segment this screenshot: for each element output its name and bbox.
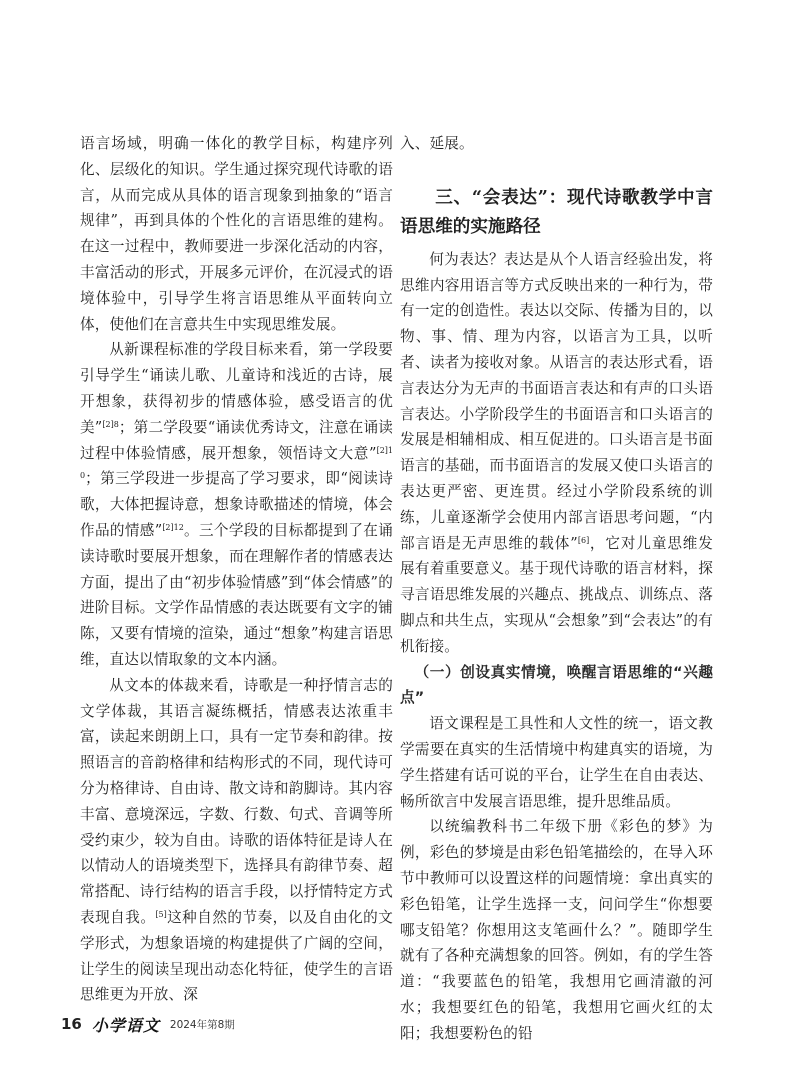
paragraph-text: 这种自然的节奏，以及自由化的文学形式，为想象语境的构建提供了广阔的空间，让学生的阅读呈现出动态化特征，使学生的言语思维更为开放、深 <box>80 908 393 1004</box>
paragraph-continuation: 入、延展。 <box>400 135 474 152</box>
spacer <box>400 157 713 183</box>
paragraph-text: 何为表达？表达是从个人语言经验出发，将思维内容用语言等方式反映出来的一种行为，带有一定的创造性。表达以交际、传播为目的，以物、事、情、理为内容，以语言为工具，以听者、读者为接收对象。从语言的表达形式看，语言表达分为无声的书面语言表达和有声的口头语言表达。小学阶段学生的书面语言和口头语言的发展是相辅相成、相互促进的。口头语言是书面语言的基础，而书面语言的发展又使口头语言的表达更严密、更连贯。经过小学阶段系统的训练，儿童逐渐学会使用内部言语思考问题，“内部言语是无声思维的载体” <box>400 250 713 552</box>
journal-name: 小学语文 <box>91 1015 160 1035</box>
citation: [5] <box>155 910 167 920</box>
citation: [2]8 <box>102 419 119 429</box>
paragraph-text: ；第三学段进一步提高了学习要求，即“阅读诗歌，大体把握诗意，想象诗歌描述的情境，体会作品的情感” <box>80 470 393 539</box>
paragraph: 语言场域，明确一体化的教学目标，构建序列化、层级化的知识。学生通过探究现代诗歌的语言，从而完成从具体的语言现象到抽象的“语言规律”，再到具体的个性化的言语思维的建构。在这一过程中，教师要进一步深化活动的内容，丰富活动的形式，开展多元评价，在沉浸式的语境体验中，引导学生将言语思维从平面转向立体，使他们在言意共生中实现思维发展。 <box>80 135 393 333</box>
page-footer <box>61 1012 235 1036</box>
citation: [2]10 <box>80 445 393 481</box>
paragraph: 语文课程是工具性和人文性的统一，语文教学需要在真实的生活情境中构建真实的语境，为学生搭建有话可说的平台，让学生在自由表达、畅所欲言中发展言语思维，提升思维品质。 <box>400 715 713 810</box>
paragraph-text: 。三个学段的目标都提到了在诵读诗歌时要展开想象，而在理解作者的情感表达方面，提出了由“初步体验情感”到“体会情感”的进阶目标。文学作品情感的表达既要有文字的铺陈，又要有情境的渲染，通过“想象”构建言语思维，直达以情取象的文本内涵。 <box>80 521 393 668</box>
paragraph-text: 从文本的体裁来看，诗歌是一种抒情言志的文学体裁，其语言凝练概括，情感表达浓重丰富，读起来朗朗上口，具有一定节奏和韵律。按照语言的音韵格律和结构形式的不同，现代诗可分为格律诗、自由诗、散文诗和韵脚诗。其内容丰富、意境深远，字数、行数、句式、音调等所受约束少，较为自由。诗歌的语体特征是诗人在以情动人的语境类型下，选择具有韵律节奏、超常搭配、诗行结构的语言手段，以抒情特定方式表现自我。 <box>80 676 393 926</box>
paragraph-text: ，它对儿童思维发展有着重要意义。基于现代诗歌的语言材料，探寻言语思维发展的兴趣点、挑战点、训练点、落脚点和共生点，实现从“会想象”到“会表达”的有机衔接。 <box>400 534 714 655</box>
citation: [6] <box>577 535 590 545</box>
subsection-heading: （一）创设真实情境，唤醒言语思维的“兴趣点” <box>400 663 713 707</box>
paragraph <box>80 337 393 672</box>
left-column <box>80 131 393 1008</box>
page-number: 16 <box>61 1015 82 1033</box>
paragraph <box>400 247 713 660</box>
citation: [2]12 <box>162 523 184 533</box>
section-heading: 三、“会表达”：现代诗歌教学中言语思维的实施路径 <box>400 186 713 237</box>
issue-label: 2024年第8期 <box>169 1018 235 1031</box>
right-column <box>400 131 713 1047</box>
paragraph <box>80 673 393 1008</box>
paragraph-text: ；第二学段要“诵读优秀诗文，注意在诵读过程中体验情感，展开想象，领悟诗文大意” <box>80 418 393 462</box>
paragraph: 以统编教科书二年级下册《彩色的梦》为例，彩色的梦境是由彩色铅笔描绘的，在导入环节中教师可以设置这样的问题情境：拿出真实的彩色铅笔，让学生选择一支，问问学生“你想要哪支铅笔？你想用这支笔画什么？”。随即学生就有了各种充满想象的回答。例如，有的学生答道：“我要蓝色的铅笔，我想用它画清澈的河水；我想要红色的铅笔，我想用它画火红的太阳；我想要粉色的铅 <box>400 818 713 1042</box>
paragraph-text: 从新课程标准的学段目标来看，第一学段要引导学生“诵读儿歌、儿童诗和浅近的古诗，展开想象，获得初步的情感体验，感受语言的优美” <box>80 341 393 436</box>
